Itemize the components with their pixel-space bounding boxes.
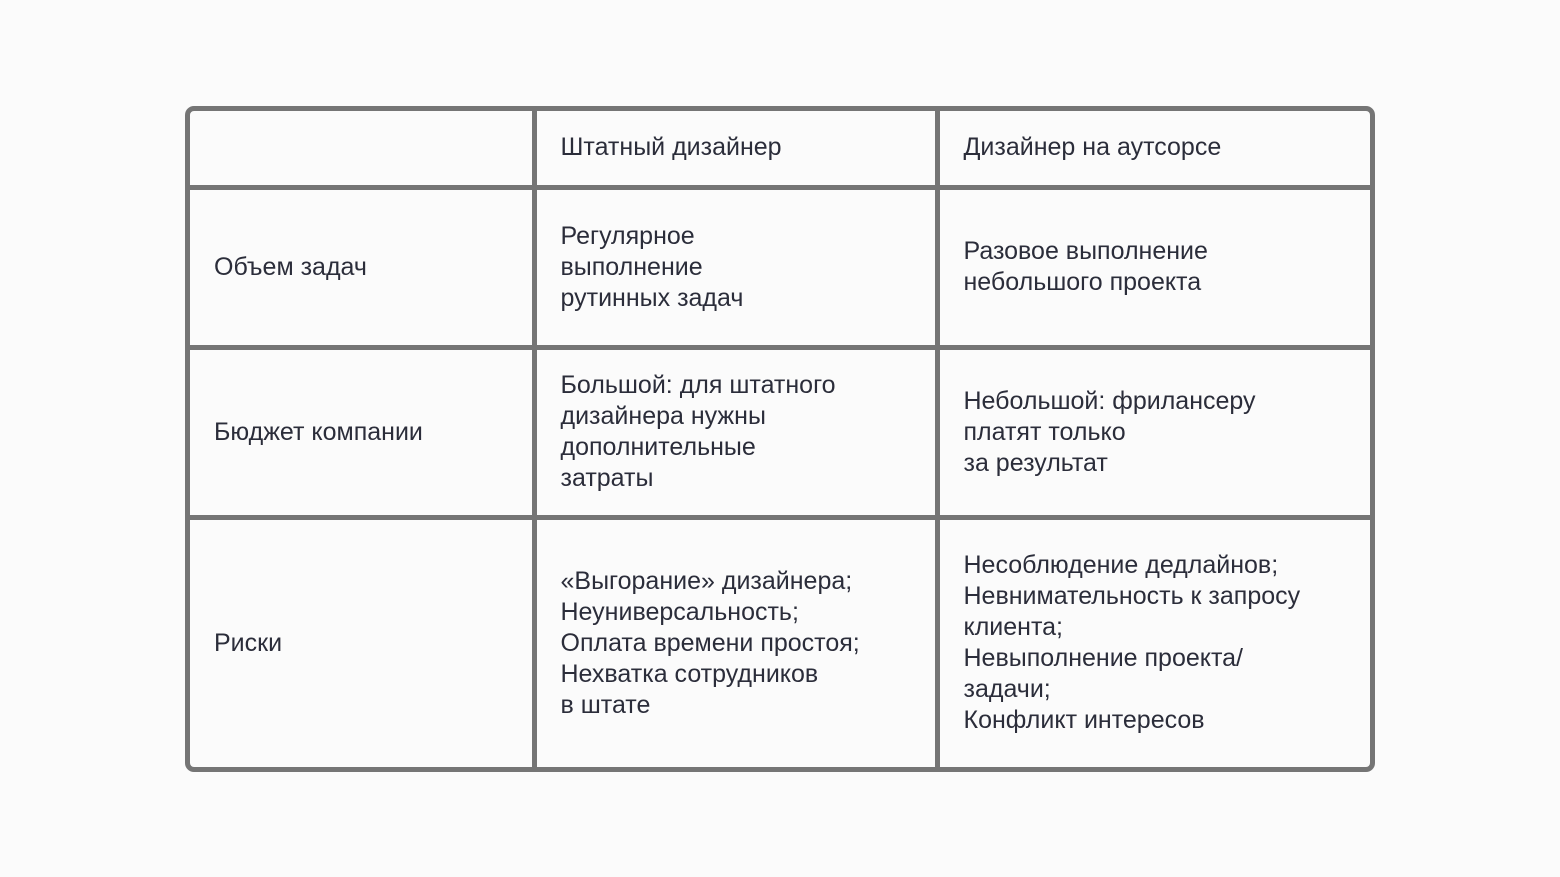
cell-staff-budget: Большой: для штатного дизайнера нужны дополнительные затраты	[534, 347, 937, 517]
row-label-budget: Бюджет компании	[190, 347, 534, 517]
row-label-risks: Риски	[190, 517, 534, 767]
cell-outsource-risks: Несоблюдение дедлайнов; Невнимательность к запросу клиента; Невыполнение проекта/ задачи; Конфликт интересов	[937, 517, 1370, 767]
table-row	[190, 517, 1370, 767]
row-label-task-volume: Объем задач	[190, 187, 534, 347]
cell-staff-task-volume: Регулярное выполнение рутинных задач	[534, 187, 937, 347]
table-row	[190, 347, 1370, 517]
comparison-table-frame	[185, 106, 1375, 772]
cell-outsource-task-volume: Разовое выполнение небольшого проекта	[937, 187, 1370, 347]
table-header-row	[190, 111, 1370, 187]
cell-outsource-budget: Небольшой: фрилансеру платят только за результат	[937, 347, 1370, 517]
comparison-table	[190, 111, 1370, 767]
table-row	[190, 187, 1370, 347]
header-outsource-designer: Дизайнер на аутсорсе	[937, 111, 1370, 187]
cell-staff-risks: «Выгорание» дизайнера; Неуниверсальность; Оплата времени простоя; Нехватка сотрудников в штате	[534, 517, 937, 767]
header-staff-designer: Штатный дизайнер	[534, 111, 937, 187]
header-empty-cell	[190, 111, 534, 187]
